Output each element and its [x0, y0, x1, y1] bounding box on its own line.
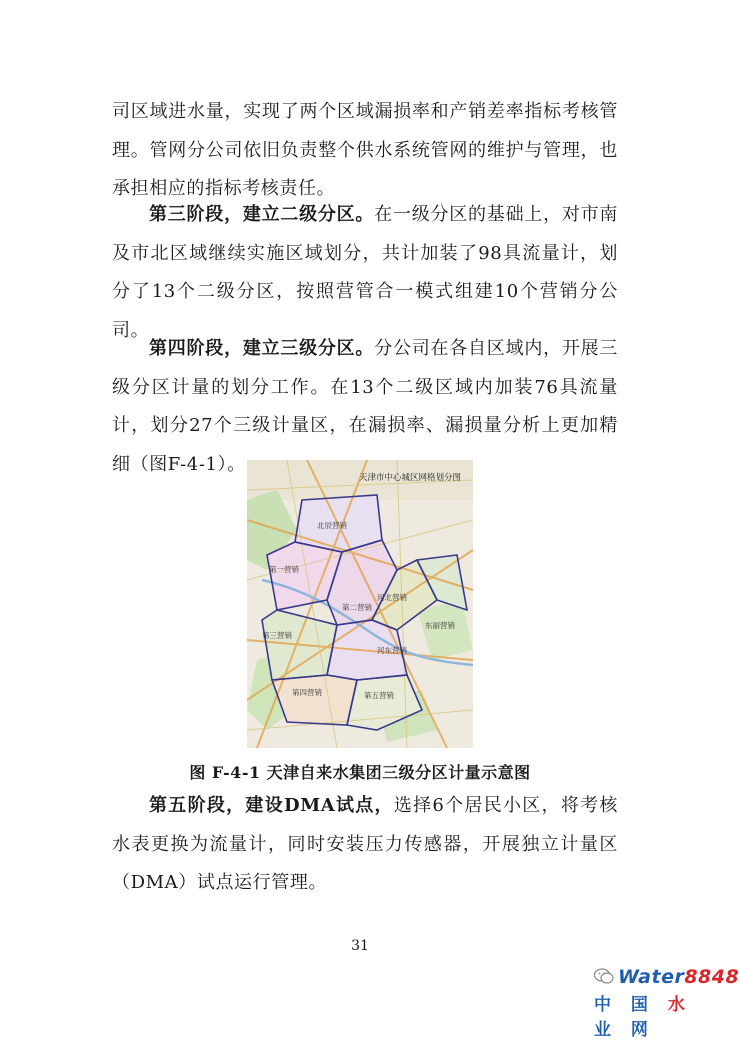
wechat-icon	[594, 968, 614, 984]
paragraph-text: 分公司在各自区域内，开展三级分区计量的划分工作。在13个二级区域内加装76具流量计，划分27个三级计量区，在漏损率、漏损量分析上更加精细（图F-4-1）。	[112, 338, 618, 475]
map-district-label: 第一营销	[269, 565, 299, 574]
map-district-label: 第二营销	[342, 603, 372, 612]
map-district-label: 河东营销	[377, 646, 407, 655]
paragraph-text: 司区域进水量，实现了两个区域漏损率和产销差率指标考核管理。管网分公司依旧负责整个供水系统管网的维护与管理，也承担相应的指标考核责任。	[112, 101, 618, 199]
watermark-red-text: 8848	[684, 966, 739, 988]
figure-caption: 图 F-4-1 天津自来水集团三级分区计量示意图	[189, 763, 531, 782]
watermark-line-2	[594, 990, 716, 1040]
watermark-line-1	[618, 966, 739, 988]
paragraph-lead: 第五阶段，建设DMA试点，	[149, 795, 394, 816]
map-district-label: 北辰营销	[317, 521, 347, 530]
paragraph-4	[112, 787, 618, 903]
paragraph-lead: 第三阶段，建立二级分区。	[149, 204, 375, 225]
watermark-cn-b: 业 网	[594, 1020, 655, 1040]
watermark-cn-a: 中 国	[594, 995, 668, 1015]
watermark-blue-text: Water	[618, 966, 685, 988]
paragraph-2	[112, 196, 618, 350]
map-district-label: 第五营销	[364, 691, 394, 700]
map-district-label: 第四营销	[292, 688, 322, 697]
watermark-cn-red: 水	[667, 995, 692, 1015]
map-district-label: 河北营销	[377, 593, 407, 602]
paragraph-1	[112, 93, 618, 209]
map-district-label: 东丽营销	[425, 621, 455, 630]
paragraph-text: 在一级分区的基础上，对市南及市北区域继续实施区域划分，共计加装了98具流量计，划分了13个二级分区，按照营管合一模式组建10个营销分公司。	[112, 204, 618, 341]
page-number: 31	[351, 938, 369, 954]
watermark-logo	[594, 966, 739, 1040]
district-map	[247, 460, 473, 748]
paragraph-text: 选择6个居民小区，将考核水表更换为流量计，同时安装压力传感器，开展独立计量区（DMA）试点运行管理。	[112, 795, 618, 893]
paragraph-lead: 第四阶段，建立三级分区。	[149, 338, 375, 359]
map-district-label: 第三营销	[262, 631, 292, 640]
district-map-figure	[247, 460, 473, 748]
map-title: 天津市中心城区网格划分图	[359, 473, 462, 483]
